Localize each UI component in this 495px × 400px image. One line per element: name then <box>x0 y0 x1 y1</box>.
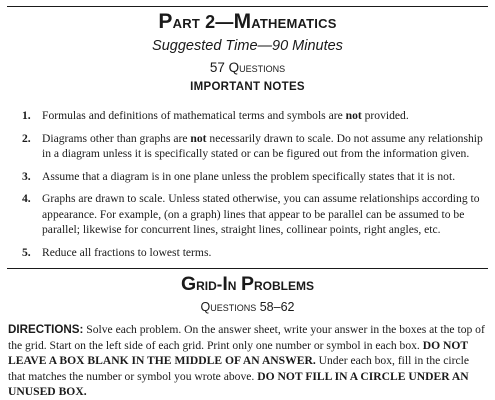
note-item: 4. Graphs are drawn to scale. Unless stated otherwise, you can assume relationships according to appearance. For example, (on a graph) lines that appear to be parallel can be assumed to be parallel; likewise for concurrent lines, straight lines, collinear points, right angles, etc. <box>22 192 480 236</box>
question-count: 57 Questions <box>209 60 286 75</box>
note-item: 1. Formulas and definitions of mathematical terms and symbols are not provided. <box>22 109 409 122</box>
question-range: Questions 58–62 <box>200 300 295 314</box>
note-number: 5. <box>22 245 31 259</box>
note-item: 2. Diagrams other than graphs are not necessarily drawn to scale. Do not assume any relationship in a diagram unless it is specifically stated or can be figured out from the information given. <box>22 131 483 160</box>
note-number: 3. <box>22 169 31 183</box>
suggested-time: Suggested Time—90 Minutes <box>152 38 343 54</box>
directions-label: DIRECTIONS: <box>8 323 84 336</box>
notes-list <box>22 108 488 267</box>
important-notes-heading: IMPORTANT NOTES <box>190 81 305 93</box>
section-rule <box>7 268 488 269</box>
gridin-title: Grid-In Problems <box>180 273 315 295</box>
top-rule <box>7 6 488 7</box>
part-title: Part 2—Mathematics <box>158 10 337 33</box>
note-item: 3. Assume that a diagram is in one plane unless the problem specifically states that it is not. <box>22 169 456 183</box>
note-item: 5. Reduce all fractions to lowest terms. <box>22 245 212 259</box>
note-number: 4. <box>22 192 31 205</box>
note-number: 1. <box>22 109 31 122</box>
note-number: 2. <box>22 131 31 145</box>
directions-paragraph: DIRECTIONS: Solve each problem. On the answer sheet, write your answer in the boxes at the top of the grid. Start on the left side of each grid. Print only one number or symbol in each box. DO NOT LEAVE A BOX BLANK IN THE MIDDLE OF AN ANSWER. Under each box, fill in the circle that matches the number or symbol you wrote above. DO NOT FILL IN A CIRCLE UNDER AN UNUSED BOX. <box>8 323 485 398</box>
